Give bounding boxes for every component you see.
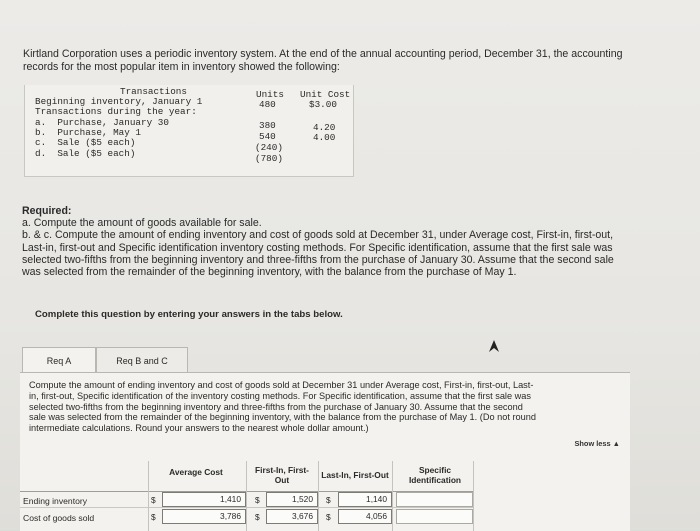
ending-inventory-specific-input[interactable] xyxy=(396,492,473,507)
table-divider xyxy=(148,461,149,531)
required-heading: Required: xyxy=(22,205,72,217)
header-specific-identification: Specific Identification xyxy=(408,465,462,485)
row-units: 380 xyxy=(259,120,276,131)
required-b-line-2: Last-in, first-out and Specific identification inventory costing methods. For Specific identification, assume that the first sale was xyxy=(22,241,613,254)
dollar-sign: $ xyxy=(151,495,156,505)
col-header-unit-cost: Unit Cost xyxy=(300,89,351,100)
row-units: 480 xyxy=(259,99,276,110)
row-label: d. Sale ($5 each) xyxy=(35,148,136,159)
required-a: a. Compute the amount of goods available for sale. xyxy=(22,217,262,230)
col-header-units: Units xyxy=(256,89,284,100)
answer-table xyxy=(20,461,474,531)
intro-line-1: Kirtland Corporation uses a periodic inventory system. At the end of the annual accounting period, December 31, the accounting xyxy=(23,48,623,60)
ending-inventory-fifo-input[interactable] xyxy=(266,492,318,507)
row-label: Transactions during the year: xyxy=(35,106,197,117)
required-section xyxy=(22,205,690,278)
cogs-average-input[interactable] xyxy=(162,509,246,524)
row-label-cost-of-goods-sold: Cost of goods sold xyxy=(23,513,95,523)
header-fifo: First-In, First-Out xyxy=(255,465,309,485)
cogs-specific-input[interactable] xyxy=(396,509,473,524)
required-b-line-1: b. & c. Compute the amount of ending inventory and cost of goods sold at December 31, under Average cost, First-in, first-out, xyxy=(22,229,614,242)
dollar-sign: $ xyxy=(255,512,260,522)
ending-inventory-lifo-input[interactable] xyxy=(338,492,392,507)
cogs-fifo-value: 3,676 xyxy=(292,511,313,521)
problem-intro xyxy=(23,48,673,74)
ending-inventory-fifo-value: 1,520 xyxy=(292,494,313,504)
complete-instructions: Complete this question by entering your answers in the tabs below. xyxy=(35,309,343,320)
ending-inventory-average-input[interactable] xyxy=(162,492,246,507)
row-label: a. Purchase, January 30 xyxy=(35,117,169,128)
ending-inventory-average-value: 1,410 xyxy=(220,494,241,504)
table-divider xyxy=(473,461,474,531)
row-units: (780) xyxy=(255,153,283,164)
dollar-sign: $ xyxy=(255,495,260,505)
col-header-transactions: Transactions xyxy=(120,86,187,97)
dollar-sign: $ xyxy=(151,512,156,522)
show-less-link[interactable]: Show less ▲ xyxy=(574,439,620,448)
cogs-lifo-value: 4,056 xyxy=(366,511,387,521)
row-label-ending-inventory: Ending inventory xyxy=(23,496,88,506)
panel-line-1: Compute the amount of ending inventory and cost of goods sold at December 31 under Average cost, First-in, first-out, Last- xyxy=(29,380,534,390)
cogs-lifo-input[interactable] xyxy=(338,509,392,524)
row-cost: 4.00 xyxy=(313,132,336,143)
row-units: (240) xyxy=(255,142,283,153)
cogs-average-value: 3,786 xyxy=(220,511,241,521)
panel-instructions xyxy=(29,380,624,434)
intro-line-2: records for the most popular item in inventory showed the following: xyxy=(23,61,340,73)
table-divider xyxy=(392,461,393,531)
header-lifo: Last-In, First-Out xyxy=(321,470,389,481)
row-cost: $3.00 xyxy=(309,99,337,110)
panel-line-4: sale was selected from the remainder of the beginning inventory, with the balance from the purchase of May 1. (Do not round xyxy=(29,412,536,423)
ending-inventory-lifo-value: 1,140 xyxy=(366,494,387,504)
req-b-and-c-panel xyxy=(20,372,630,531)
required-b-line-4: was selected from the remainder of the beginning inventory, with the balance from the purchase of May 1. xyxy=(22,266,517,279)
table-divider xyxy=(318,461,319,531)
required-b-line-3: selected two-fifths from the beginning inventory and three-fifths from the purchase of January 30. Assume that the second sale xyxy=(22,253,614,266)
table-divider xyxy=(246,461,247,531)
cogs-fifo-input[interactable] xyxy=(266,509,318,524)
tab-req-a[interactable]: Req A xyxy=(22,347,96,373)
row-label: b. Purchase, May 1 xyxy=(35,127,142,138)
panel-line-3: selected two-fifths from the beginning inventory and three-fifths from the purchase of January 30. Assume that the second xyxy=(29,401,523,412)
header-average-cost: Average Cost xyxy=(169,467,223,478)
row-units: 540 xyxy=(259,131,276,142)
row-cost: 4.20 xyxy=(313,122,336,133)
inventory-records-table xyxy=(24,85,354,177)
row-label: c. Sale ($5 each) xyxy=(35,137,136,148)
panel-line-5: intermediate calculations. Round your answers to the nearest whole dollar amount.) xyxy=(29,423,369,434)
panel-line-2: in, first-out, Specific identification of the inventory costing methods. For Specific identification, assume that the first sale was xyxy=(29,390,531,401)
tab-req-b-and-c[interactable]: Req B and C xyxy=(96,347,188,373)
table-divider xyxy=(20,507,474,508)
row-label: Beginning inventory, January 1 xyxy=(35,96,203,107)
dollar-sign: $ xyxy=(326,495,331,505)
dollar-sign: $ xyxy=(326,512,331,522)
